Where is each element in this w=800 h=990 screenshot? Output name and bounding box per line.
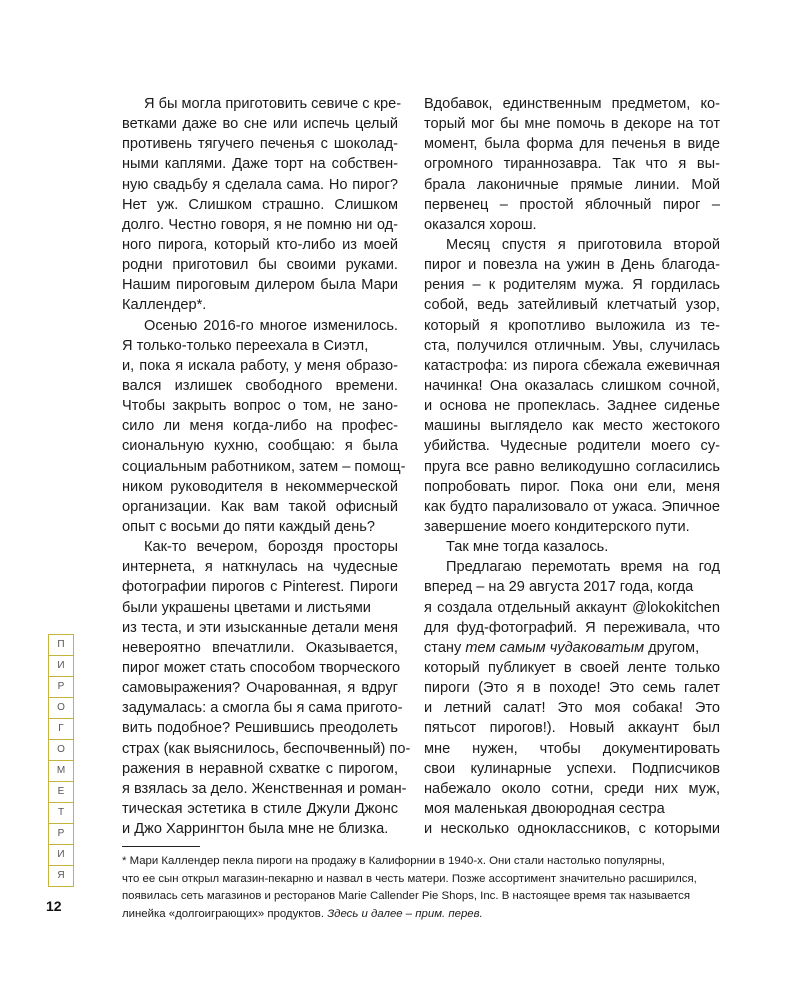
text-line: * Мари Каллендер пекла пироги на продажу в Калифорнии в 1940-х. Они стали настолько популярны, (122, 855, 665, 867)
text-line: огромного тираннозавра. Так что я вы- (424, 156, 720, 173)
text-line: тическая эстетика в стиле Джули Джонс (122, 800, 398, 817)
text-line: машины выглядело как место жестокого (424, 418, 720, 435)
text-line: задумалась: а смогла бы я сама пригото- (122, 700, 403, 717)
text-line: который я кропотливо выложила из те- (424, 317, 720, 334)
text-line: ного пирога, который кто-либо из моей (122, 236, 398, 253)
text-line: Так мне тогда казалось. (446, 539, 609, 556)
text-line: из теста, и эти изысканные детали меня (122, 619, 398, 636)
text-line: собой, ведь затейливый клетчатый узор, (424, 297, 720, 314)
text-line: набежало около сотни, среди них муж, (424, 780, 720, 797)
text-line: моя маленькая двоюродная сестра (424, 800, 665, 817)
text-line: противень тягучего печенья с шоколад- (122, 136, 398, 153)
text-line: опыт с восьми до пяти каждый день? (122, 518, 376, 535)
text-line: социальным работником, затем – помощ- (122, 458, 406, 475)
text-line: вперед – на 29 августа 2017 года, когда (424, 579, 694, 596)
text-line: оказался хорош. (424, 216, 537, 233)
text-line: ражения в неравной схватке с пирогом, (122, 760, 398, 777)
section-tab-letter: О (49, 740, 73, 761)
text-line: свои кулинарные успехи. Подписчиков (424, 760, 720, 777)
text-line: пироги (Это я в походе! Это семь галет (424, 680, 720, 697)
text-line: пятьсот пирогов!). Новый аккаунт был (424, 720, 720, 737)
italic-text: тем самым чудаковатым (465, 639, 645, 656)
text-line: пруга все равно великодушно согласились (424, 458, 720, 475)
text-column-left (122, 94, 411, 839)
text-line: Вдобавок, единственным предметом, ко- (424, 96, 720, 112)
text-line: ную свадьбу я сделала сама. Но пирог? (122, 176, 398, 193)
section-tab-letter: М (49, 761, 73, 782)
section-tab-letter: Р (49, 824, 73, 845)
text-line: интернета, я наткнулась на чудесные (122, 559, 398, 576)
text-line (424, 638, 720, 658)
text-line: и, пока я искала работу, у меня образо- (122, 357, 398, 374)
text-line: Как-то вечером, бороздя просторы (144, 539, 398, 556)
text-line: самовыражения? Очарованная, я вдруг (122, 680, 398, 697)
text-column-right (424, 94, 720, 839)
section-tab-letter: И (49, 845, 73, 866)
text-line: Осенью 2016-го многое изменилось. (144, 317, 398, 334)
text-line: сило ли меня когда-либо на профес- (122, 418, 398, 435)
text-line: начинка! Она оказалась слишком сочной, (424, 377, 720, 394)
section-tab-letter: Т (49, 803, 73, 824)
text-line: вался излишек свободного времени. (122, 377, 398, 394)
text-line (122, 906, 720, 924)
text-line: рения – к родителям мужа. Я гордилась (424, 277, 720, 294)
section-tab-letter: Р (49, 677, 73, 698)
text-line: страх (как выяснилось, беспочвенный) по- (122, 740, 411, 757)
text-line: момент, была форма для печенья в виде (424, 136, 720, 153)
text-line: я взялась за дело. Женственная и роман- (122, 780, 407, 797)
text-line: невероятно впечатлили. Оказывается, (122, 639, 398, 656)
text-line: торый мог бы мне помочь в декоре на тот (424, 116, 720, 133)
text-line: ными каплями. Даже торт на собствен- (122, 156, 398, 173)
text-line: Я бы могла приготовить севиче с кре- (144, 96, 402, 112)
text-line: попробовать пирог. Пока они ели, меня (424, 478, 720, 495)
text-line: ста, получился отличным. Увы, случилась (424, 337, 720, 354)
text-line: Месяц спустя я приготовила второй (446, 236, 720, 253)
text-line: Чтобы закрыть вопрос о том, не зано- (122, 398, 398, 415)
section-tab-vertical (48, 634, 74, 887)
text-line: фотографии пирогов с Pinterest. Пироги (122, 579, 398, 596)
italic-text: Здесь и далее – прим. перев. (327, 907, 483, 920)
text-line: родни приготовил бы своими руками. (122, 257, 398, 274)
text-line: и Джо Харрингтон была мне не близка. (122, 821, 389, 838)
text-span: стану (424, 639, 466, 656)
text-line: пирог и повезла на ужин в День благода- (424, 257, 720, 274)
text-line: и основа не пропеклась. Заднее сиденье (424, 398, 720, 415)
text-line: Предлагаю перемотать время на год (446, 559, 720, 576)
text-line: были украшены цветами и листьями (122, 599, 371, 616)
text-line: и несколько одноклассников, с которыми (424, 821, 720, 838)
text-line: сиональную кухню, сообщаю: я была (122, 438, 398, 455)
section-tab-letter: П (49, 635, 73, 656)
text-line: как будто парализовало от ужаса. Эпичное (424, 498, 720, 515)
section-tab-letter: О (49, 698, 73, 719)
text-line: Нашим пироговым дилером была Мари (122, 277, 398, 294)
text-line: брала лаконичные прямые линии. Мой (424, 176, 720, 193)
text-line: что ее сын открыл магазин-пекарню и назвал в честь матери. Позже ассортимент значительно расширился, (122, 872, 697, 885)
section-tab-letter: Я (57, 870, 65, 881)
text-line: для фуд-фотографий. Я переживала, что (424, 619, 720, 636)
text-line: долго. Честно говоря, я не помню ни од- (122, 216, 398, 233)
text-line: организации. Как вам такой офисный (122, 498, 398, 515)
text-line: который публикует в своей ленте только (424, 659, 720, 676)
text-line: я создала отдельный аккаунт @lokokitchen (424, 599, 720, 616)
text-line: мне нужен, чтобы документировать (424, 740, 720, 757)
footnote (122, 853, 720, 923)
text-line: убийства. Чудесные родители моего су- (424, 438, 720, 455)
text-line: пирог может стать способом творческого (122, 659, 401, 676)
text-line: первенец – простой яблочный пирог – (424, 196, 720, 213)
text-line: Я только-только переехала в Сиэтл, (122, 337, 369, 354)
footnote-divider (122, 846, 200, 847)
section-tab-letter: Е (49, 782, 73, 803)
text-line: вить подобное? Решившись преодолеть (122, 720, 398, 737)
text-line: катастрофа: из пирога сбежала ежевичная (424, 357, 720, 374)
text-span: линейка «долгоиграющих» продуктов. (122, 907, 328, 920)
text-span: другом, (644, 639, 700, 656)
section-tab-letter: И (49, 656, 73, 677)
text-line: Каллендер*. (122, 297, 207, 314)
page-number: 12 (46, 898, 62, 914)
text-line: завершение моего кондитерского пути. (424, 518, 690, 535)
text-line: Нет уж. Слишком страшно. Слишком (122, 196, 398, 213)
text-line: и летний салат! Это моя собака! Это (424, 700, 720, 717)
text-line: появилась сеть магазинов и ресторанов Marie Callender Pie Shops, Inc. В настоящее время так называется (122, 890, 690, 902)
text-line: ветками даже во сне или испечь целый (122, 116, 398, 133)
section-tab-letter: Г (49, 719, 73, 740)
text-line: ником руководителя в некоммерческой (122, 478, 398, 495)
